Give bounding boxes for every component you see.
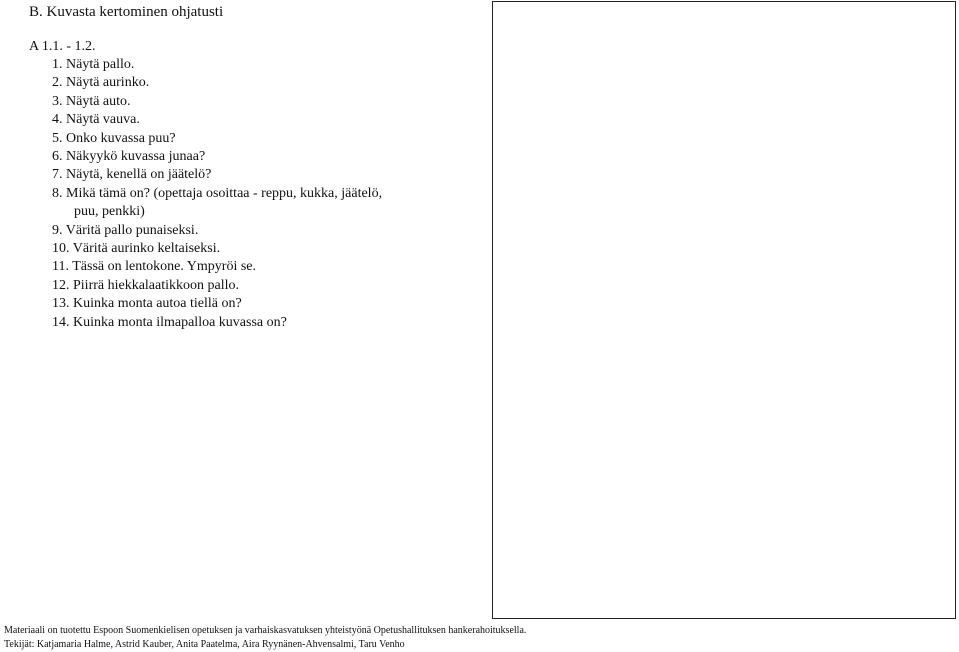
list-item [52, 314, 382, 332]
question-text: Näkyykö kuvassa junaa? [66, 149, 206, 165]
list-item [52, 130, 382, 148]
section-label: A 1.1. - 1.2. [29, 39, 96, 54]
list-item [52, 240, 382, 258]
list-item [52, 277, 382, 295]
question-text: Mikä tämä on? [66, 185, 150, 201]
question-text: Näytä auto. [66, 93, 131, 109]
list-item [52, 111, 382, 129]
question-text: Kuinka monta autoa tiellä on? [73, 296, 242, 312]
question-number: 7. [52, 167, 63, 183]
question-number: 2. [52, 75, 63, 91]
question-number: 9. [52, 222, 63, 238]
list-item [52, 56, 382, 74]
list-item [52, 93, 382, 111]
question-text: Piirrä hiekkalaatikkoon pallo. [73, 277, 240, 293]
question-number: 11. [52, 259, 69, 275]
question-number: 3. [52, 93, 63, 109]
picture-frame [492, 1, 956, 619]
question-number: 4. [52, 112, 63, 128]
list-item [52, 166, 382, 184]
question-text: Kuinka monta ilmapalloa kuvassa on? [73, 314, 287, 330]
question-text: Tässä on lentokone. Ympyröi se. [72, 259, 257, 275]
question-number: 14. [52, 314, 70, 330]
question-note-continuation: puu, penkki) [74, 204, 145, 220]
list-item [52, 185, 382, 222]
footer-credit-line: Materiaali on tuotettu Espoon Suomenkielisen opetuksen ja varhaiskasvatuksen yhteistyönä Opetushallituksen hankerahoituksella. [4, 625, 527, 636]
list-item [52, 222, 382, 240]
question-list [52, 56, 382, 332]
question-text: Onko kuvassa puu? [66, 130, 176, 146]
list-item [52, 295, 382, 313]
question-number: 6. [52, 149, 63, 165]
question-text: Näytä pallo. [66, 57, 135, 72]
question-number: 12. [52, 277, 70, 293]
list-item [52, 148, 382, 166]
question-number: 1. [52, 57, 63, 72]
question-text: Näytä aurinko. [66, 75, 150, 91]
list-item [52, 74, 382, 92]
question-text: Väritä pallo punaiseksi. [65, 222, 199, 238]
question-number: 8. [52, 185, 63, 201]
footer-authors-line: Tekijät: Katjamaria Halme, Astrid Kauber, Anita Paatelma, Aira Ryynänen-Ahvensalmi, Taru Venho [4, 639, 405, 650]
document-heading: B. Kuvasta kertominen ohjatusti [29, 4, 224, 20]
question-text: Näytä vauva. [66, 112, 140, 128]
question-text: Näytä, kenellä on jäätelö? [66, 167, 212, 183]
footer [4, 624, 526, 652]
question-note: (opettaja osoittaa - reppu, kukka, jäätelö, [153, 185, 383, 201]
question-number: 13. [52, 296, 70, 312]
question-number: 5. [52, 130, 63, 146]
question-text: Väritä aurinko keltaiseksi. [72, 241, 221, 257]
question-number: 10. [52, 241, 70, 257]
list-item [52, 258, 382, 276]
